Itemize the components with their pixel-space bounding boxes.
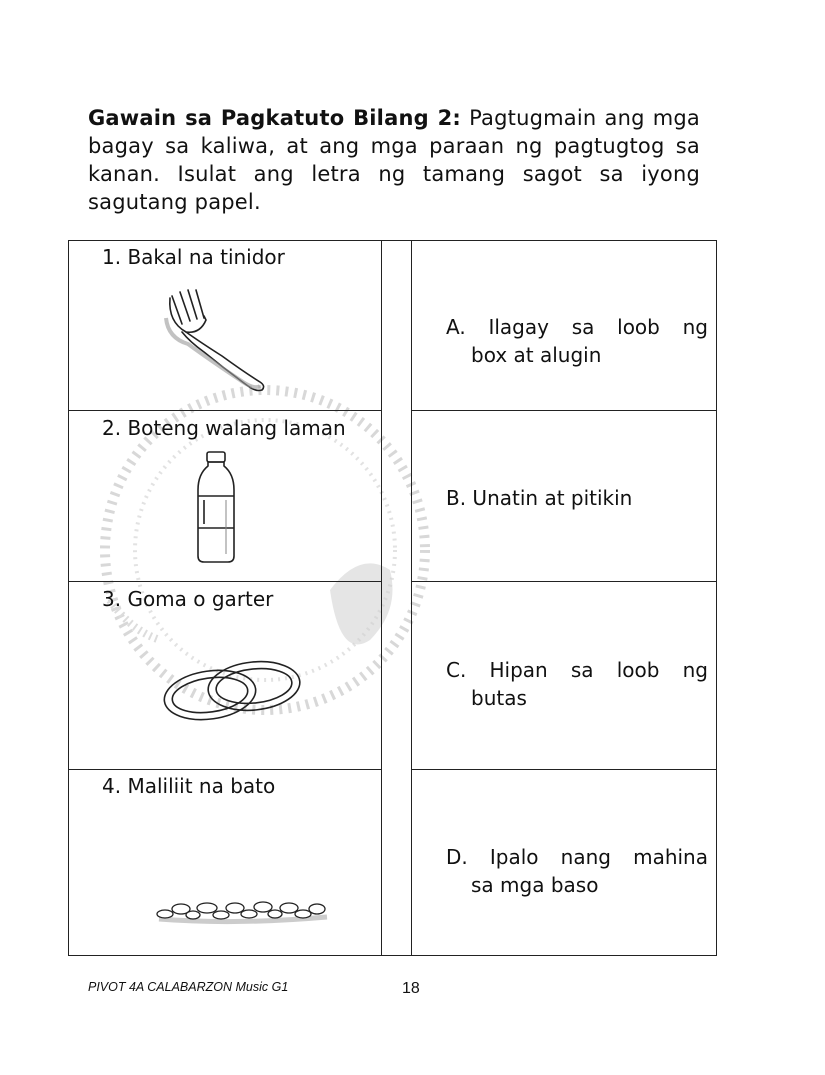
answer-a-line1: A. Ilagay sa loob ng [446, 315, 708, 339]
instructions-paragraph [88, 104, 700, 216]
row-divider [411, 769, 717, 770]
answer-c-line2: butas [471, 686, 527, 710]
rubber-bands-icon [158, 652, 308, 727]
answer-c-line1: C. Hipan sa loob ng [446, 658, 708, 682]
answer-c [446, 656, 708, 712]
answer-a-line2: box at alugin [471, 343, 602, 367]
row-divider [411, 581, 717, 582]
item-label-2: 2. Boteng walang laman [102, 416, 346, 440]
answer-b-line1: B. Unatin at pitikin [446, 486, 633, 510]
item-label-4: 4. Maliliit na bato [102, 774, 276, 798]
item-label-3: 3. Goma o garter [102, 587, 274, 611]
row-divider [68, 410, 382, 411]
bottle-icon [192, 450, 240, 565]
page-number: 18 [402, 980, 420, 997]
answer-d-line2: sa mga baso [471, 873, 599, 897]
instructions-text: Pagtugmain ang mga bagay sa kaliwa, at ang mga paraan ng pagtugtog sa kanan. Isulat ang letra ng tamang sagot sa iyong sagutang papel. [88, 106, 700, 214]
activity-title: Gawain sa Pagkatuto Bilang 2: [88, 106, 462, 130]
answer-b [446, 484, 708, 512]
footer-source: PIVOT 4A CALABARZON Music G1 [88, 980, 289, 994]
row-divider [68, 769, 382, 770]
answer-a [446, 313, 708, 369]
row-divider [411, 410, 717, 411]
answer-d [446, 843, 708, 899]
pebbles-icon [155, 895, 330, 925]
row-divider [68, 581, 382, 582]
answer-spacer-column [382, 240, 411, 956]
item-label-1: 1. Bakal na tinidor [102, 245, 285, 269]
fork-icon [160, 288, 275, 393]
answer-d-line1: D. Ipalo nang mahina [446, 845, 708, 869]
